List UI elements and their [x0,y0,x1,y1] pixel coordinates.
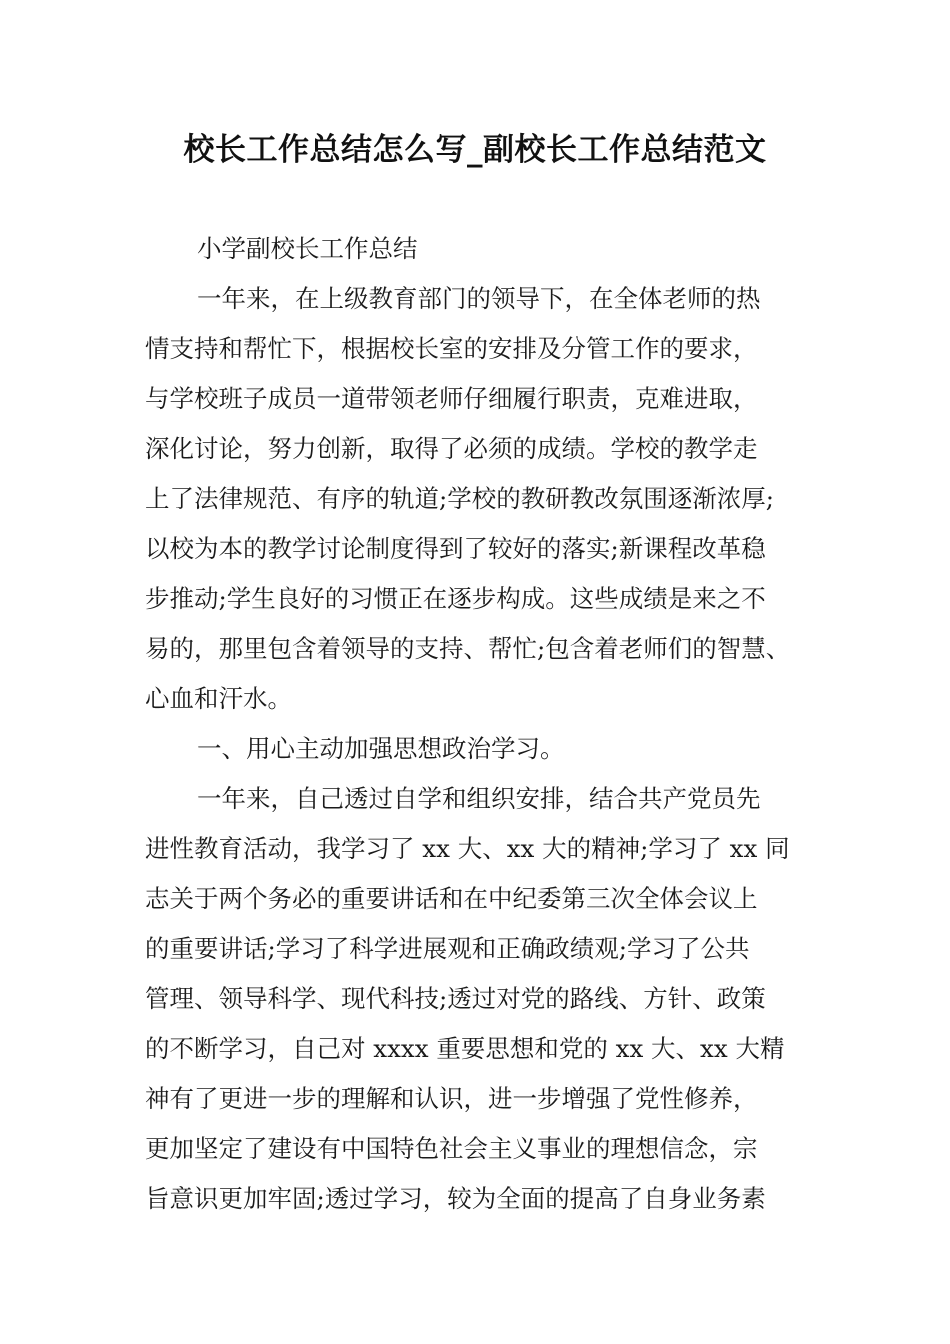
section-heading: 一、用心主动加强思想政治学习。 [197,734,565,763]
paragraph-line: 深化讨论，努力创新，取得了必须的成绩。学校的教学走 [145,434,758,463]
paragraph-line: 上了法律规范、有序的轨道;学校的教研教改氛围逐渐浓厚; [145,484,775,513]
paragraph-line: 的不断学习，自己对 xxxx 重要思想和党的 xx 大、xx 大精 [145,1034,785,1063]
section-heading: 小学副校长工作总结 [197,234,418,263]
paragraph-line: 一年来，在上级教育部门的领导下，在全体老师的热 [197,284,761,313]
paragraph-line: 管理、领导科学、现代科技;透过对党的路线、方针、政策 [145,984,766,1013]
paragraph-line: 志关于两个务必的重要讲话和在中纪委第三次全体会议上 [145,884,758,913]
paragraph-line: 旨意识更加牢固;透过学习，较为全面的提高了自身业务素 [145,1184,766,1213]
paragraph-line: 以校为本的教学讨论制度得到了较好的落实;新课程改革稳 [145,534,766,563]
paragraph-line: 一年来，自己透过自学和组织安排，结合共产党员先 [197,784,761,813]
paragraph-line: 神有了更进一步的理解和认识，进一步增强了党性修养， [145,1084,758,1113]
paragraph-line: 情支持和帮忙下，根据校长室的安排及分管工作的要求， [145,334,758,363]
paragraph-line: 的重要讲话;学习了科学进展观和正确政绩观;学习了公共 [145,934,750,963]
paragraph-line: 进性教育活动，我学习了 xx 大、xx 大的精神;学习了 xx 同 [145,834,790,863]
document-title: 校长工作总结怎么写_副校长工作总结范文 [183,132,767,168]
paragraph-line: 更加坚定了建设有中国特色社会主义事业的理想信念，宗 [145,1134,758,1163]
document-body [145,224,835,1224]
paragraph-line: 步推动;学生良好的习惯正在逐步构成。这些成绩是来之不 [145,584,766,613]
paragraph-line: 与学校班子成员一道带领老师仔细履行职责，克难进取， [145,384,758,413]
paragraph-line: 易的，那里包含着领导的支持、帮忙;包含着老师们的智慧、 [145,634,791,663]
paragraph-line: 心血和汗水。 [145,684,292,713]
